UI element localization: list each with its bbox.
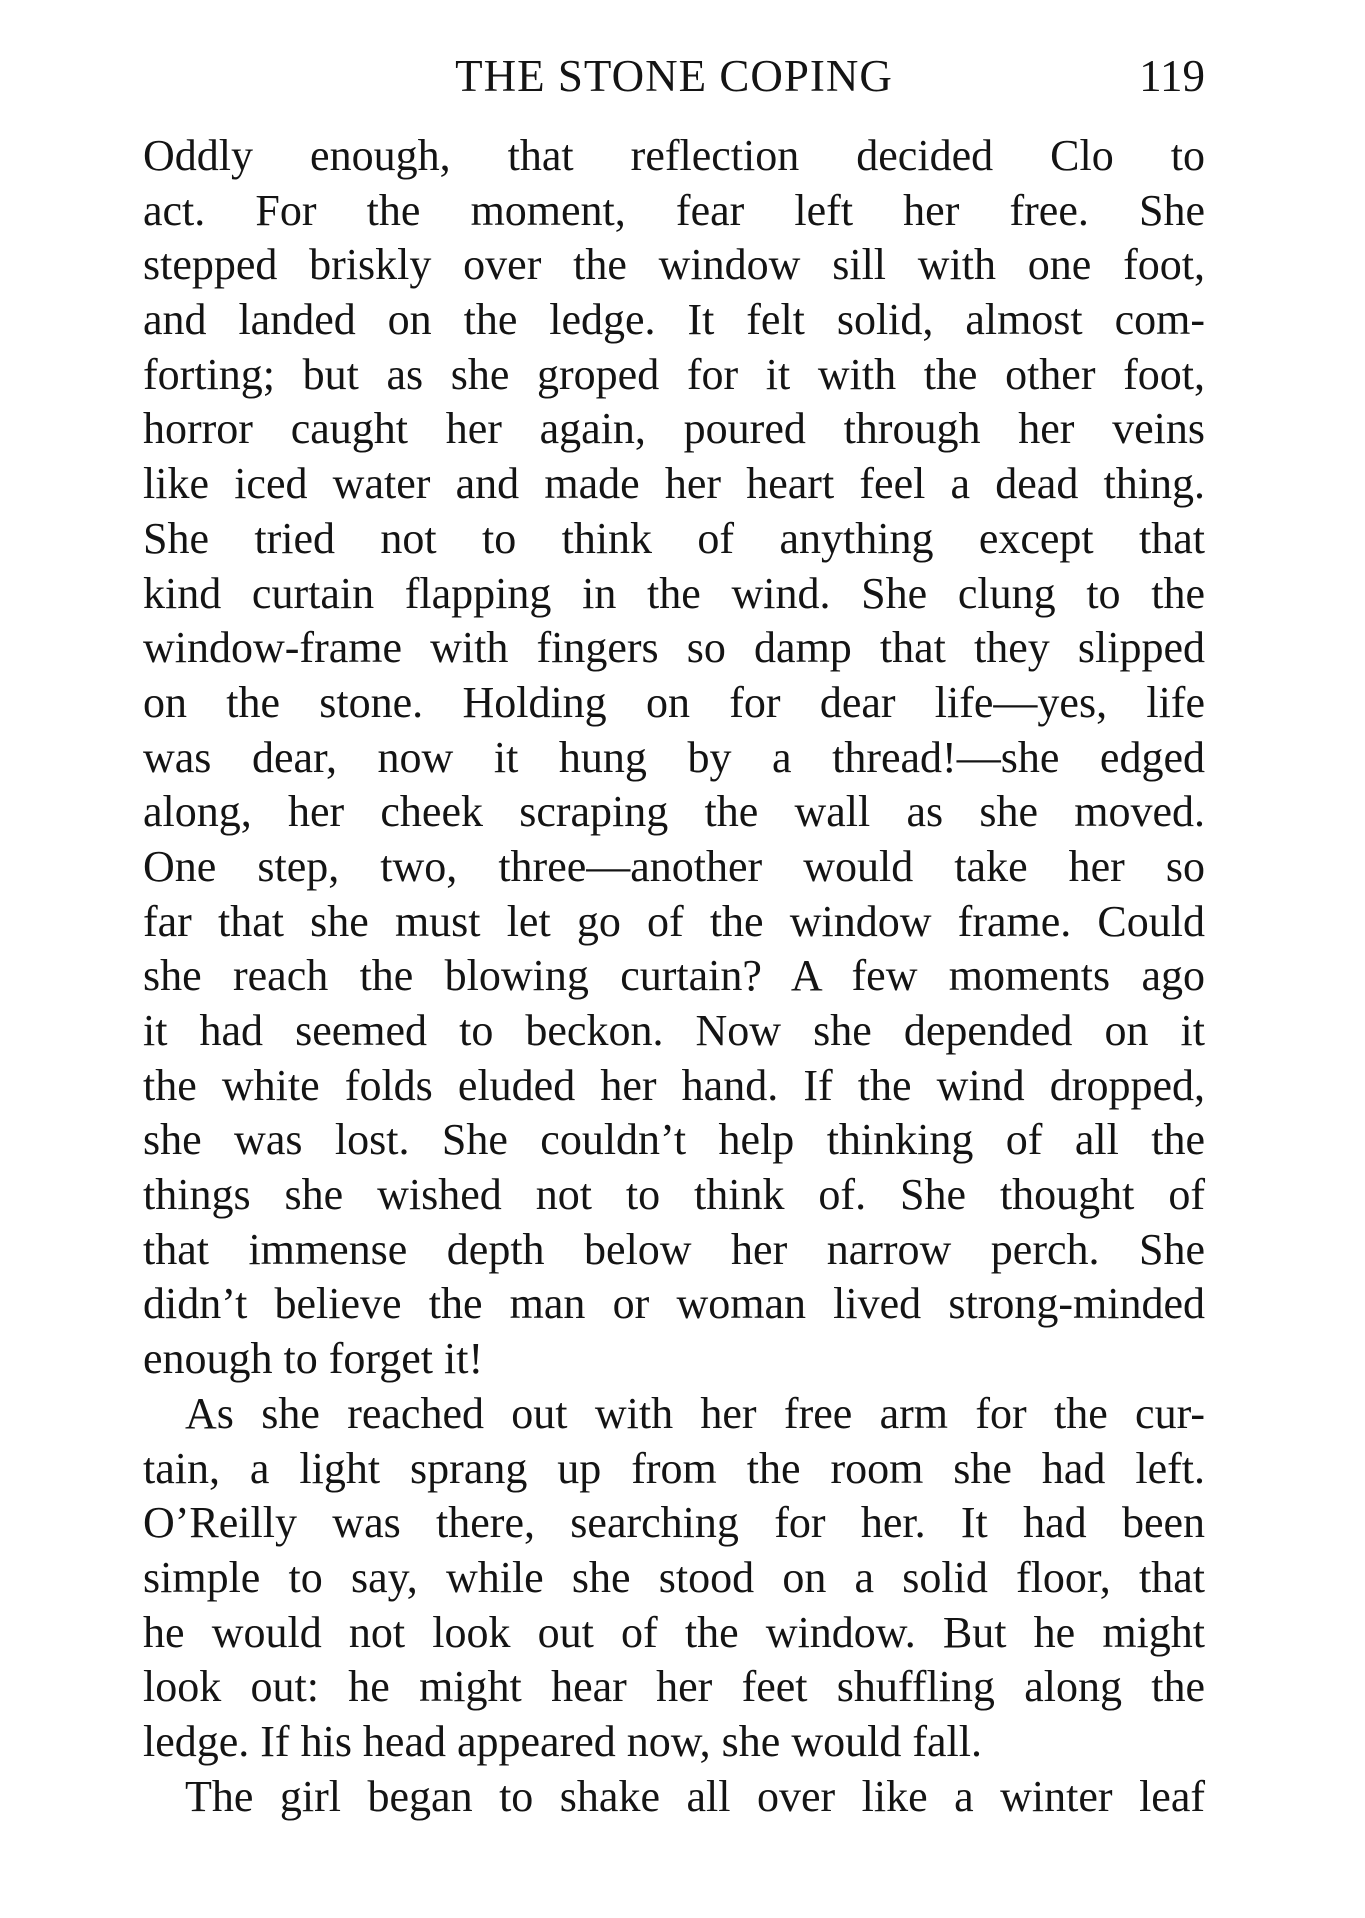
text-line: he would not look out of the window. But he might	[143, 1607, 1205, 1657]
text-line: act. For the moment, fear left her free. She	[143, 185, 1205, 235]
text-line: Oddly enough, that reflection decided Clo to	[143, 131, 1205, 180]
body-text	[143, 129, 1205, 1824]
text-line: One step, two, three—another would take her so	[143, 841, 1205, 891]
text-line: along, her cheek scraping the wall as she moved.	[143, 787, 1205, 837]
text-line: window-frame with fingers so damp that they slipped	[143, 623, 1205, 673]
text-line: O’Reilly was there, searching for her. It had been	[143, 1498, 1205, 1548]
text-line: kind curtain flapping in the wind. She clung to the	[143, 568, 1205, 618]
text-line: ledge. If his head appeared now, she would fall.	[143, 1716, 982, 1766]
text-line: far that she must let go of the window frame. Could	[143, 896, 1205, 946]
text-line: stepped briskly over the window sill with one foot,	[143, 240, 1205, 290]
text-line: tain, a light sprang up from the room she had left.	[143, 1443, 1205, 1493]
text-line: She tried not to think of anything except that	[143, 513, 1205, 563]
running-title: THE STONE COPING	[455, 51, 893, 101]
text-line: The girl began to shake all over like a winter leaf	[185, 1771, 1205, 1821]
text-line: she reach the blowing curtain? A few moments ago	[143, 951, 1205, 1001]
running-head	[143, 46, 1205, 106]
paragraph-3	[143, 1770, 1205, 1825]
text-line: the white folds eluded her hand. If the wind dropped,	[143, 1060, 1205, 1110]
text-line: that immense depth below her narrow perch. She	[143, 1224, 1205, 1274]
text-line: horror caught her again, poured through her veins	[143, 404, 1205, 454]
paragraph-1	[143, 129, 1205, 1387]
text-line: simple to say, while she stood on a solid floor, that	[143, 1552, 1205, 1602]
text-line: As she reached out with her free arm for the cur-	[185, 1388, 1205, 1438]
text-line: like iced water and made her heart feel a dead thing.	[143, 459, 1205, 509]
text-line: and landed on the ledge. It felt solid, almost com-	[143, 295, 1205, 345]
text-line: was dear, now it hung by a thread!—she edged	[143, 732, 1205, 782]
text-line: on the stone. Holding on for dear life—yes, life	[143, 677, 1205, 727]
text-line: look out: he might hear her feet shuffling along the	[143, 1662, 1205, 1712]
text-line: enough to forget it!	[143, 1334, 484, 1384]
text-line: she was lost. She couldn’t help thinking of all the	[143, 1115, 1205, 1165]
text-line: it had seemed to beckon. Now she depended on it	[143, 1006, 1205, 1055]
page-number: 119	[1139, 51, 1205, 101]
text-line: forting; but as she groped for it with the other foot,	[143, 349, 1205, 399]
paragraph-2	[143, 1387, 1205, 1770]
text-line: didn’t believe the man or woman lived strong-minded	[143, 1279, 1205, 1329]
text-line: things she wished not to think of. She thought of	[143, 1170, 1205, 1220]
